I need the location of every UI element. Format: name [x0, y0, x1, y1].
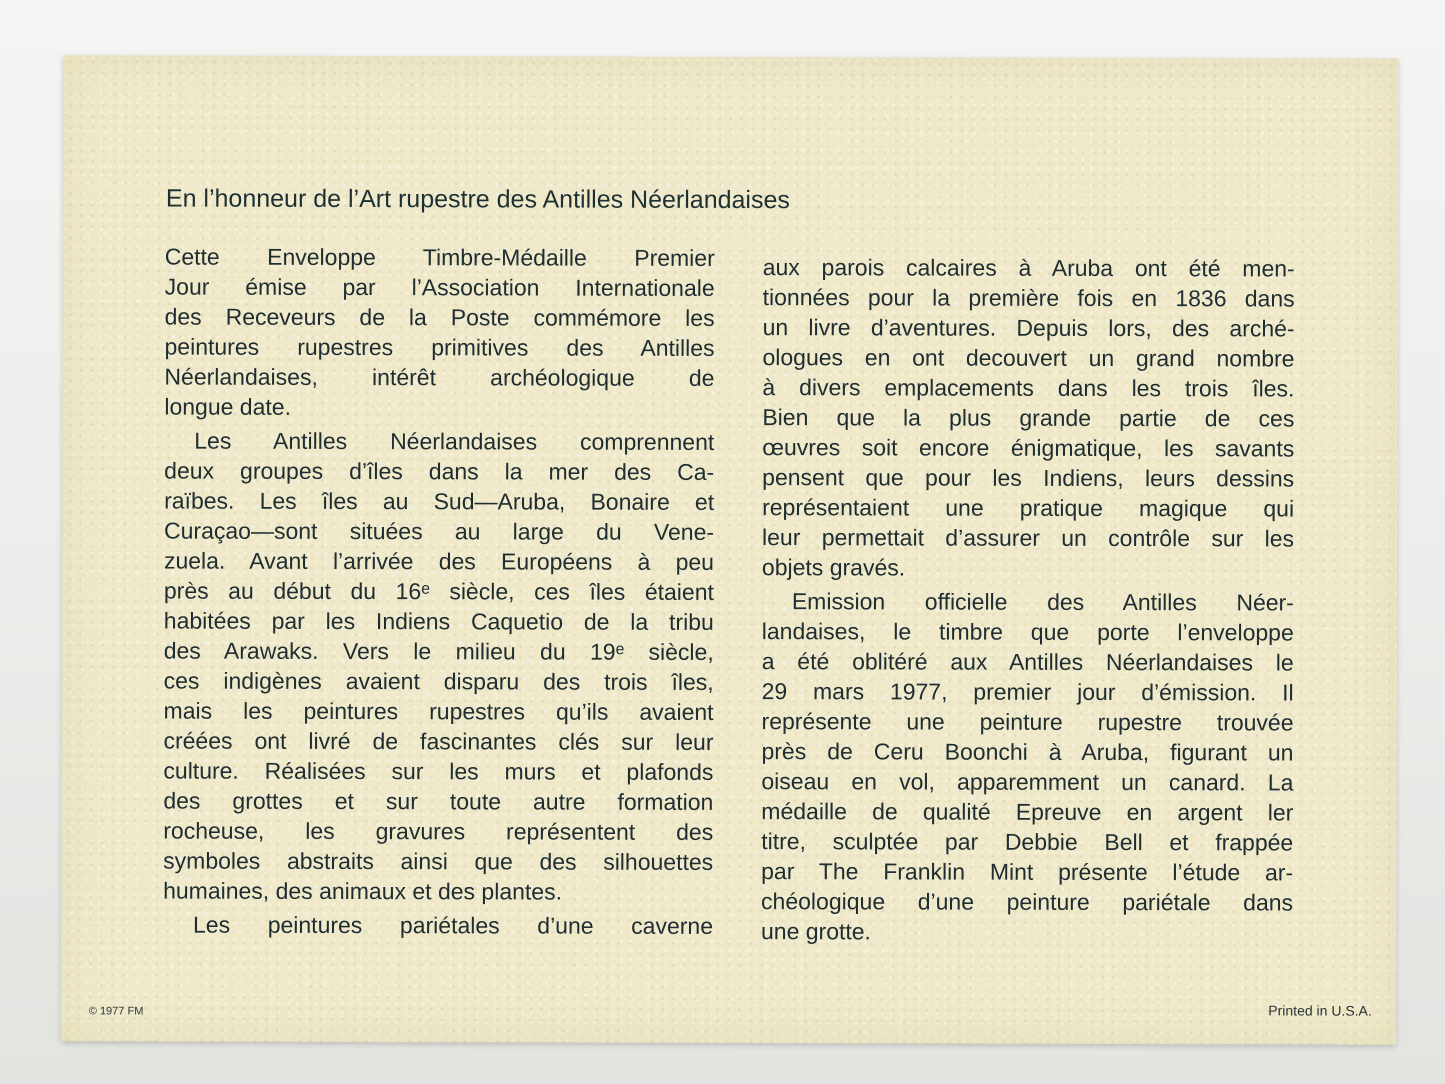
text-line: des grottes et sur toute autre formation: [163, 787, 714, 815]
text-line: oiseau en vol, apparemment un canard. La: [761, 768, 1294, 796]
text-line: des Arawaks. Vers le milieu du 19ᵉ siècle,: [163, 637, 714, 665]
right-column: [761, 252, 1295, 947]
text-line: à divers emplacements dans les trois îles.: [762, 374, 1295, 402]
text-line: chéologique d’une peinture pariétale dans: [761, 888, 1294, 916]
text-line: habitées par les Indiens Caquetio de la tribu: [163, 607, 714, 635]
text-line: représente une peinture rupestre trouvée: [761, 708, 1294, 736]
text-line: créées ont livré de fascinantes clés sur leur: [163, 727, 714, 755]
text-line: ces indigènes avaient disparu des trois îles,: [163, 667, 714, 695]
copyright-notice: © 1977 FM: [88, 1005, 144, 1018]
text-line: Les Antilles Néerlandaises comprennent: [194, 427, 715, 455]
text-line: par The Franklin Mint présente l’étude ar-: [761, 858, 1294, 886]
text-line: Curaçao—sont situées au large du Vene-: [164, 517, 715, 545]
text-line: Bien que la plus grande partie de ces: [762, 404, 1295, 432]
text-line: pensent que pour les Indiens, leurs dessins: [762, 464, 1295, 492]
text-line: Emission officielle des Antilles Néer-: [791, 588, 1294, 616]
text-line: titre, sculptée par Debbie Bell et frappée: [761, 828, 1294, 856]
text-line: médaille de qualité Epreuve en argent ler: [761, 798, 1294, 826]
text-line: près de Ceru Boonchi à Aruba, figurant un: [761, 738, 1294, 766]
text-line: Cette Enveloppe Timbre-Médaille Premier: [164, 243, 715, 271]
text-line: culture. Réalisées sur les murs et plafonds: [163, 757, 714, 785]
text-line: ologues en ont decouvert un grand nombre: [762, 344, 1295, 372]
text-line: longue date.: [164, 393, 292, 420]
text-line: Néerlandaises, intérêt archéologique de: [164, 363, 715, 391]
text-line: œuvres soit encore énigmatique, les savants: [762, 434, 1295, 462]
text-line: a été oblitéré aux Antilles Néerlandaises le: [761, 648, 1294, 676]
text-line: mais les peintures rupestres qu’ils avaient: [163, 697, 714, 725]
text-line: raïbes. Les îles au Sud—Aruba, Bonaire et: [164, 487, 715, 515]
text-line: 29 mars 1977, premier jour d’émission. Il: [761, 678, 1294, 706]
text-line: deux groupes d’îles dans la mer des Ca-: [164, 457, 715, 485]
text-line: humaines, des animaux et des plantes.: [163, 877, 563, 905]
text-line: près au début du 16ᵉ siècle, ces îles étaient: [163, 577, 714, 605]
left-column: [163, 242, 715, 941]
text-line: tionnées pour la première fois en 1836 dans: [762, 284, 1295, 312]
text-line: des Receveurs de la Poste commémore les: [164, 303, 715, 331]
card-title: En l’honneur de l’Art rupestre des Antilles Néerlandaises: [165, 184, 790, 215]
text-line: peintures rupestres primitives des Antilles: [164, 333, 715, 361]
text-line: zuela. Avant l’arrivée des Européens à peu: [163, 547, 715, 575]
text-line: objets gravés.: [761, 554, 906, 581]
text-line: rocheuse, les gravures représentent des: [163, 817, 714, 845]
text-line: symboles abstraits ainsi que des silhouettes: [163, 847, 714, 875]
text-line: représentaient une pratique magique qui: [762, 494, 1295, 522]
text-line: Les peintures pariétales d’une caverne: [192, 911, 714, 939]
text-line: Jour émise par l’Association Internationale: [164, 273, 715, 301]
insert-card: [61, 55, 1399, 1044]
text-line: leur permettait d’assurer un contrôle sur les: [761, 524, 1295, 552]
printed-in-notice: Printed in U.S.A.: [1268, 1002, 1372, 1019]
text-line: une grotte.: [760, 918, 872, 945]
text-line: landaises, le timbre que porte l’enveloppe: [761, 618, 1294, 646]
text-line: aux parois calcaires à Aruba ont été men-: [762, 254, 1295, 282]
text-line: un livre d’aventures. Depuis lors, des arché-: [762, 314, 1295, 342]
